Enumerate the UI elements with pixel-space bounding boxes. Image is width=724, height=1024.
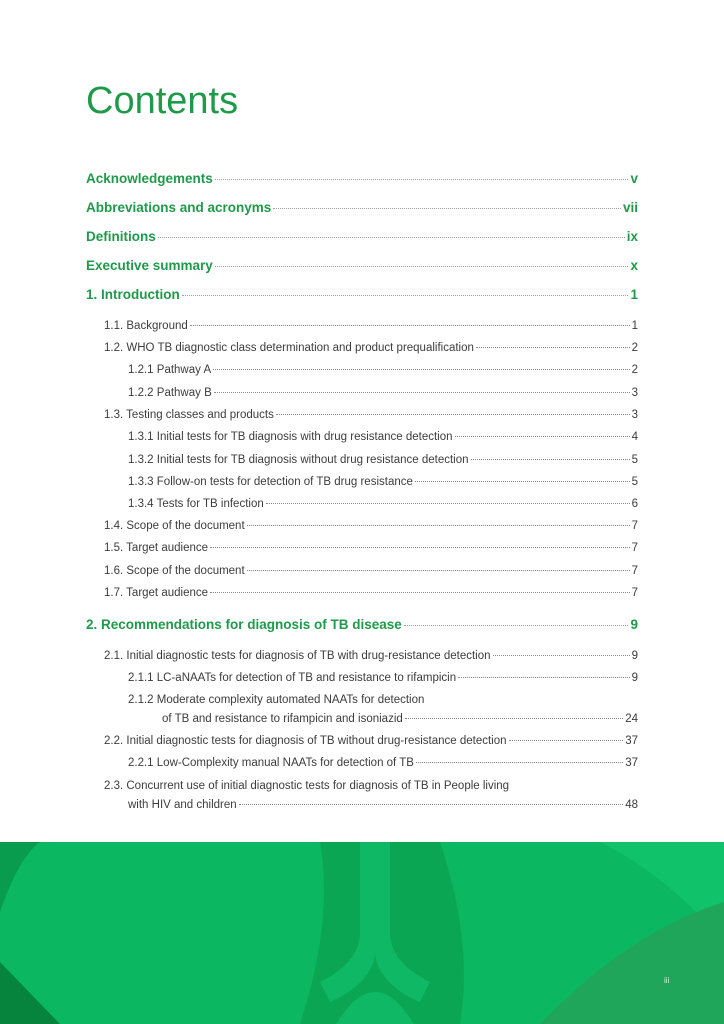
toc-entry-page: ix: [626, 229, 638, 244]
toc-entry-page: 3: [631, 387, 638, 399]
toc-entry-text: 2.1. Initial diagnostic tests for diagnosis of TB with drug-resistance detection: [104, 650, 491, 662]
toc-entry-text: 2. Recommendations for diagnosis of TB disease: [86, 617, 402, 632]
dot-leader: [247, 570, 630, 571]
toc-entry-page: 9: [631, 650, 638, 662]
toc-entry-page: 9: [630, 617, 638, 632]
toc-entry-text: 1.3.4 Tests for TB infection: [128, 498, 264, 510]
dot-leader: [493, 655, 630, 656]
toc-entry-2-2-1[interactable]: [128, 756, 638, 770]
toc-entry-text: 1.1. Background: [104, 320, 188, 332]
toc-entry-text: Definitions: [86, 229, 156, 244]
dot-leader: [415, 481, 630, 482]
toc-entry-page: 4: [631, 431, 638, 443]
toc-entry-definitions[interactable]: [86, 230, 638, 244]
dot-leader: [273, 208, 621, 209]
toc-entry-page: 7: [631, 542, 638, 554]
toc-entry-page: 37: [625, 735, 638, 747]
toc-entry-page: 5: [631, 454, 638, 466]
footer-lungs-illustration: [0, 842, 724, 1024]
toc-entry-page: 2: [631, 364, 638, 376]
toc-entry-page: 6: [631, 498, 638, 510]
toc-entry-page: 9: [631, 672, 638, 684]
toc-entry-1-2-1[interactable]: [128, 363, 638, 377]
toc-entry-executive-summary[interactable]: [86, 259, 638, 273]
toc-entry-text: 1.4. Scope of the document: [104, 520, 245, 532]
dot-leader: [471, 459, 630, 460]
toc-entry-1-3-2[interactable]: [128, 453, 638, 467]
toc-entry-2-1-2-line1[interactable]: 2.1.2 Moderate complexity automated NAATs for detection: [128, 694, 425, 706]
page-number: iii: [664, 976, 670, 985]
toc-entry-1-5[interactable]: [104, 541, 638, 555]
toc-entry-text: 1.3.1 Initial tests for TB diagnosis with drug resistance detection: [128, 431, 453, 443]
toc-entry-1-2-2[interactable]: [128, 386, 638, 400]
toc-entry-2-3-line1[interactable]: 2.3. Concurrent use of initial diagnostic tests for diagnosis of TB in People living: [104, 780, 510, 792]
toc-entry-text: Acknowledgements: [86, 171, 213, 186]
toc-entry-1-1[interactable]: [104, 319, 638, 333]
toc-entry-page: 5: [631, 476, 638, 488]
toc-entry-text: 1.2.1 Pathway A: [128, 364, 212, 376]
toc-entry-text: 1.2. WHO TB diagnostic class determination and product prequalification: [104, 342, 474, 354]
toc-entry-page: 48: [625, 799, 638, 811]
toc-entry-acknowledgements[interactable]: [86, 172, 638, 186]
dot-leader: [247, 525, 630, 526]
toc-entry-1-4[interactable]: [104, 519, 638, 533]
toc-entry-text: 1.6. Scope of the document: [104, 565, 245, 577]
toc-entry-1-3-3[interactable]: [128, 475, 638, 489]
toc-entry-text: 1.3.2 Initial tests for TB diagnosis without drug resistance detection: [128, 454, 469, 466]
toc-entry-text: 2.2.1 Low-Complexity manual NAATs for detection of TB: [128, 757, 414, 769]
toc-entry-text: of TB and resistance to rifampicin and isoniazid: [162, 713, 403, 725]
dot-leader: [182, 295, 629, 296]
toc-entry-text: 1.5. Target audience: [104, 542, 209, 554]
toc-entry-2-1-1[interactable]: [128, 671, 638, 685]
dot-leader: [266, 503, 630, 504]
toc-entry-page: x: [630, 258, 638, 273]
dot-leader: [210, 547, 630, 548]
toc-entry-1-3[interactable]: [104, 408, 638, 422]
toc-entry-text: 1.2.2 Pathway B: [128, 387, 212, 399]
page-title: Contents: [86, 80, 239, 122]
toc-entry-text: 2.1.1 LC-aNAATs for detection of TB and resistance to rifampicin: [128, 672, 457, 684]
toc-entry-text: 2.2. Initial diagnostic tests for diagnosis of TB without drug-resistance detection: [104, 735, 507, 747]
dot-leader: [509, 740, 624, 741]
toc-entry-2-1[interactable]: [104, 649, 638, 663]
toc-entry-1-7[interactable]: [104, 586, 638, 600]
toc-entry-page: 7: [631, 587, 638, 599]
toc-entry-abbreviations[interactable]: [86, 201, 638, 215]
dot-leader: [210, 592, 630, 593]
toc-entry-recommendations[interactable]: [86, 618, 638, 632]
toc-entry-page: v: [630, 171, 638, 186]
toc-entry-2-1-2[interactable]: [162, 712, 638, 726]
toc-entry-page: 7: [631, 565, 638, 577]
toc-entry-page: 7: [631, 520, 638, 532]
toc-entry-text: Executive summary: [86, 258, 213, 273]
toc-entry-1-6[interactable]: [104, 564, 638, 578]
toc-entry-introduction[interactable]: [86, 288, 638, 302]
dot-leader: [213, 369, 629, 370]
left-lung: [0, 842, 324, 1024]
toc-entry-text: 1. Introduction: [86, 287, 180, 302]
dot-leader: [404, 625, 629, 626]
toc-entry-page: 37: [625, 757, 638, 769]
toc-entry-page: 24: [625, 713, 638, 725]
toc-entry-text: Abbreviations and acronyms: [86, 200, 272, 215]
dot-leader: [215, 266, 629, 267]
dot-leader: [455, 436, 630, 437]
dot-leader: [476, 347, 630, 348]
toc-entry-page: vii: [622, 200, 638, 215]
dot-leader: [215, 179, 629, 180]
dot-leader: [214, 392, 630, 393]
toc-entry-1-2[interactable]: [104, 341, 638, 355]
toc-entry-page: 1: [630, 287, 638, 302]
toc-entry-page: 3: [631, 409, 638, 421]
toc-entry-text: 1.3. Testing classes and products: [104, 409, 274, 421]
toc-entry-2-2[interactable]: [104, 734, 638, 748]
dot-leader: [458, 677, 629, 678]
toc-entry-1-3-4[interactable]: [128, 497, 638, 511]
dot-leader: [158, 237, 625, 238]
toc-entry-1-3-1[interactable]: [128, 430, 638, 444]
toc-entry-2-3[interactable]: [128, 798, 638, 812]
toc-entry-text: 1.3.3 Follow-on tests for detection of TB drug resistance: [128, 476, 413, 488]
dot-leader: [416, 762, 623, 763]
dot-leader: [405, 718, 623, 719]
toc-entry-page: 2: [631, 342, 638, 354]
toc-entry-text: with HIV and children: [128, 799, 237, 811]
toc-entry-text: 1.7. Target audience: [104, 587, 209, 599]
dot-leader: [276, 414, 630, 415]
dot-leader: [190, 325, 630, 326]
dot-leader: [239, 804, 624, 805]
toc-entry-page: 1: [631, 320, 638, 332]
